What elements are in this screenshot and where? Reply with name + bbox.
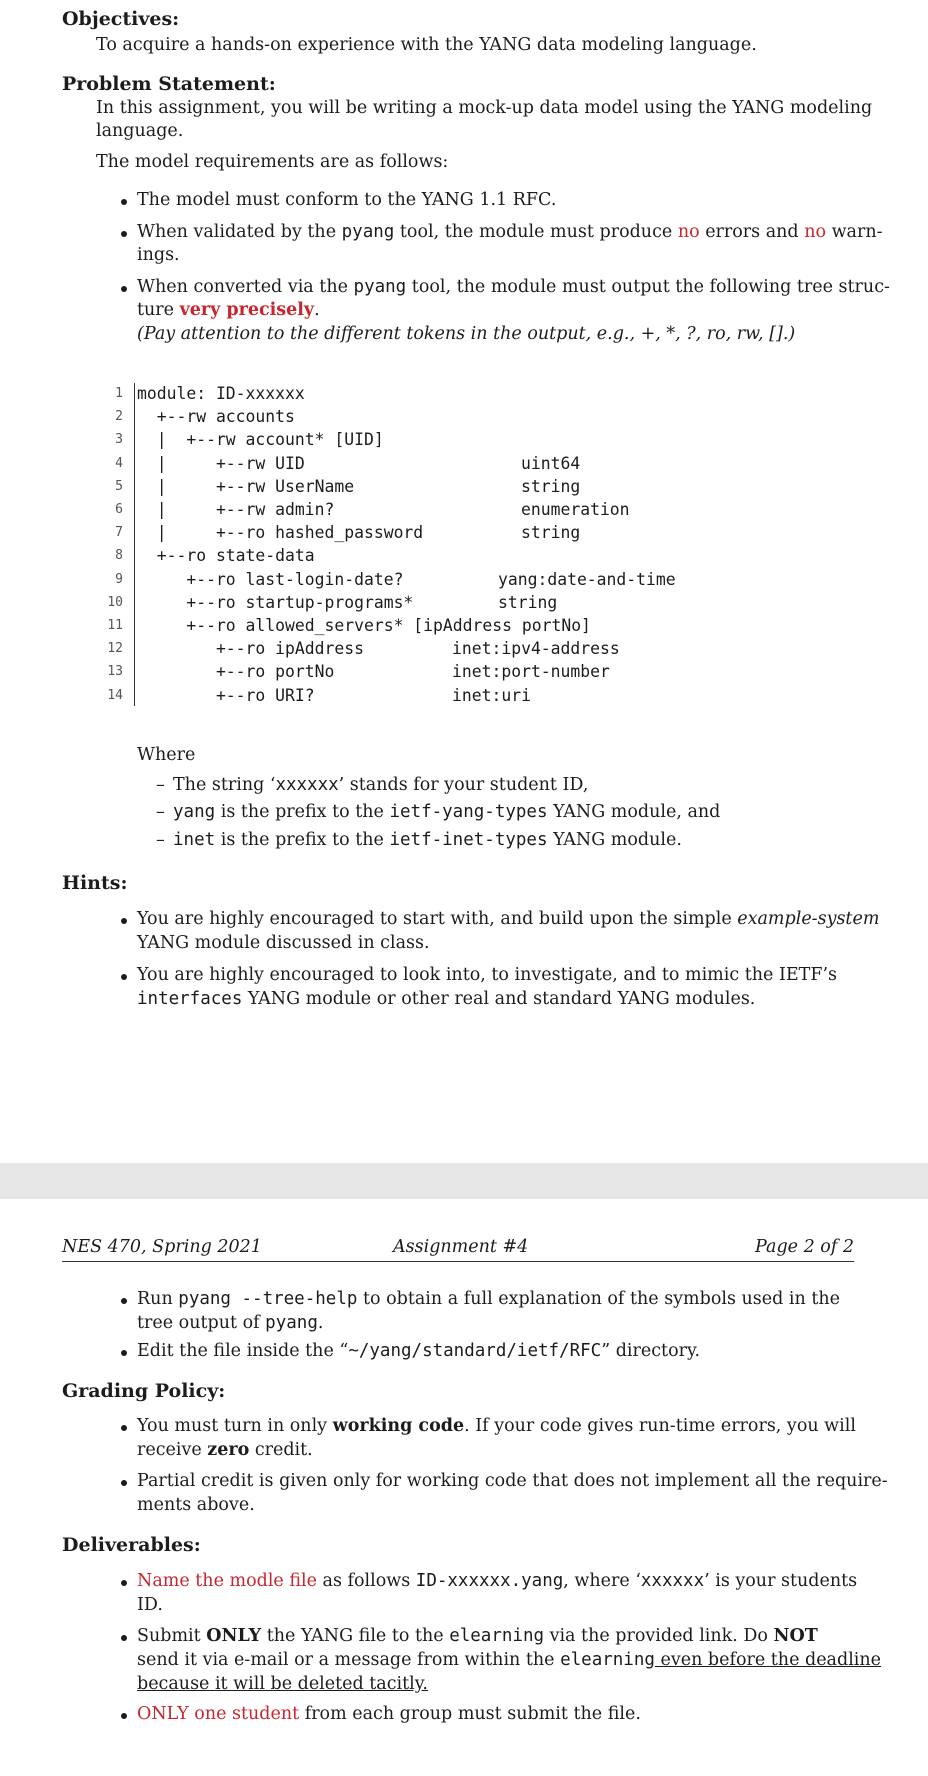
deliverable-submit-line-2: send it via e-mail or a message from within the elearning even before the deadline <box>137 1650 882 1670</box>
hint-example-system-line-1: You are highly encouraged to start with, and build upon the simple example-system <box>137 909 880 929</box>
hint-ietf-line-2: interfaces YANG module or other real and standard YANG modules. <box>137 989 756 1009</box>
tree-node: +--ro last-login-date? <box>137 569 404 589</box>
problem-heading: Problem Statement: <box>62 73 276 95</box>
hint-ietf-line-1: You are highly encouraged to look into, to investigate, and to mimic the IETF’s <box>137 965 838 985</box>
requirement-validation-line-1: When validated by the pyang tool, the module must produce no errors and no warn- <box>137 222 883 242</box>
header-assignment: Assignment #4 <box>393 1237 529 1257</box>
hints-heading: Hints: <box>62 872 128 894</box>
grading-partial-credit-line-2: ments above. <box>137 1495 255 1515</box>
code-line-number: 5 <box>115 478 123 494</box>
tree-node-type: string <box>521 476 581 496</box>
problem-intro-line-1: In this assignment, you will be writing a mock-up data model using the YANG modeling <box>96 98 873 118</box>
bullet-marker <box>121 1713 127 1719</box>
code-line-number: 8 <box>115 548 123 564</box>
tree-node: | +--rw UserName <box>137 476 355 496</box>
where-yang-prefix: yang is the prefix to the ietf-yang-types YANG module, and <box>173 802 721 822</box>
where-student-id: The string ‘xxxxxx’ stands for your student ID, <box>173 775 589 795</box>
grading-working-code-line-2: receive zero credit. <box>137 1440 313 1460</box>
code-line-number: 2 <box>115 409 123 425</box>
deliverable-filename-line-2: ID. <box>137 1595 163 1615</box>
code-block-border <box>134 383 135 706</box>
code-line-number: 6 <box>115 502 123 517</box>
hint-edit-directory: Edit the file inside the “~/yang/standard/ietf/RFC” directory. <box>137 1341 701 1361</box>
tree-node: +--ro startup-programs* <box>137 592 414 612</box>
header-page-number: Page 2 of 2 <box>755 1237 854 1257</box>
requirement-tree-note: (Pay attention to the different tokens in the output, e.g., +, *, ?, ro, rw, [].) <box>137 324 796 344</box>
hint-example-system-line-2: YANG module discussed in class. <box>137 933 430 953</box>
dash-marker: – <box>156 775 165 795</box>
dash-marker: – <box>156 830 165 850</box>
deliverables-heading: Deliverables: <box>62 1534 201 1556</box>
code-line-number: 12 <box>107 641 123 657</box>
code-line-number: 7 <box>115 525 123 541</box>
hint-tree-help-line-2: tree output of pyang. <box>137 1313 324 1333</box>
hint-tree-help-line-1: Run pyang --tree-help to obtain a full explanation of the symbols used in the <box>137 1289 840 1309</box>
tree-node: +--ro state-data <box>137 546 315 566</box>
grading-partial-credit-line-1: Partial credit is given only for working code that does not implement all the require- <box>137 1471 888 1491</box>
code-line-number: 10 <box>107 594 123 610</box>
tree-node-type: uint64 <box>521 453 581 473</box>
tree-node-type: inet:port-number <box>452 662 610 682</box>
objectives-heading: Objectives: <box>62 8 180 30</box>
tree-node: | +--rw account* [UID] <box>137 430 384 450</box>
code-line-number: 1 <box>115 386 123 401</box>
page-break <box>0 1163 928 1199</box>
bullet-marker <box>121 1425 127 1431</box>
tree-node: +--ro URI? <box>137 685 315 705</box>
deliverable-filename-line-1: Name the modle file as follows ID-xxxxxx.yang, where ‘xxxxxx’ is your students <box>137 1571 858 1591</box>
code-line-number: 13 <box>107 664 123 680</box>
tree-node: module: ID-xxxxxx <box>137 384 305 403</box>
bullet-marker <box>121 918 127 924</box>
tree-node-type: enumeration <box>521 500 630 519</box>
deliverable-submit-line-3: because it will be deleted tacitly. <box>137 1674 428 1694</box>
bullet-marker <box>121 1635 127 1641</box>
tree-node-type: inet:uri <box>452 685 531 705</box>
tree-node: | +--ro hashed_password <box>137 523 424 543</box>
bullet-marker <box>121 231 127 237</box>
code-line-number: 9 <box>115 571 123 587</box>
bullet-marker <box>121 974 127 980</box>
tree-node-type: string <box>521 523 581 543</box>
bullet-marker <box>121 1480 127 1486</box>
tree-node: +--rw accounts <box>137 407 295 427</box>
problem-intro-line-2: language. <box>96 121 184 141</box>
requirements-intro: The model requirements are as follows: <box>96 152 449 172</box>
requirement-yang-rfc: The model must conform to the YANG 1.1 RFC. <box>137 190 557 210</box>
bullet-marker <box>121 1580 127 1586</box>
header-rule <box>62 1261 854 1262</box>
tree-node-type: string <box>498 592 558 612</box>
dash-marker: – <box>156 802 165 822</box>
code-line-number: 3 <box>115 432 123 448</box>
objectives-text: To acquire a hands-on experience with the YANG data modeling language. <box>96 35 757 55</box>
tree-node: +--ro portNo <box>137 662 335 682</box>
bullet-marker <box>121 286 127 292</box>
requirement-tree-line-2: ture very precisely. <box>137 300 320 320</box>
tree-node-type: inet:ipv4-address <box>452 639 620 659</box>
deliverable-submit-line-1: Submit ONLY the YANG file to the elearning via the provided link. Do NOT <box>137 1626 818 1646</box>
tree-node: +--ro ipAddress <box>137 639 364 659</box>
tree-node: +--ro allowed_servers* [ipAddress portNo] <box>137 616 591 635</box>
tree-node-type: yang:date-and-time <box>498 569 676 589</box>
tree-node: | +--rw UID <box>137 453 305 473</box>
code-line-number: 14 <box>107 687 123 703</box>
code-line-number: 11 <box>107 618 123 633</box>
tree-node: | +--rw admin? <box>137 500 335 519</box>
header-course: NES 470, Spring 2021 <box>62 1237 262 1257</box>
grading-heading: Grading Policy: <box>62 1380 226 1402</box>
where-heading: Where <box>137 745 196 765</box>
where-inet-prefix: inet is the prefix to the ietf-inet-types YANG module. <box>173 830 682 850</box>
bullet-marker <box>121 1350 127 1356</box>
bullet-marker <box>121 199 127 205</box>
requirement-validation-line-2: ings. <box>137 245 180 265</box>
code-line-number: 4 <box>115 455 123 471</box>
deliverable-one-student: ONLY one student from each group must submit the file. <box>137 1704 641 1724</box>
grading-working-code-line-1: You must turn in only working code. If your code gives run-time errors, you will <box>137 1416 856 1436</box>
bullet-marker <box>121 1298 127 1304</box>
requirement-tree-line-1: When converted via the pyang tool, the module must output the following tree struc- <box>137 277 890 297</box>
